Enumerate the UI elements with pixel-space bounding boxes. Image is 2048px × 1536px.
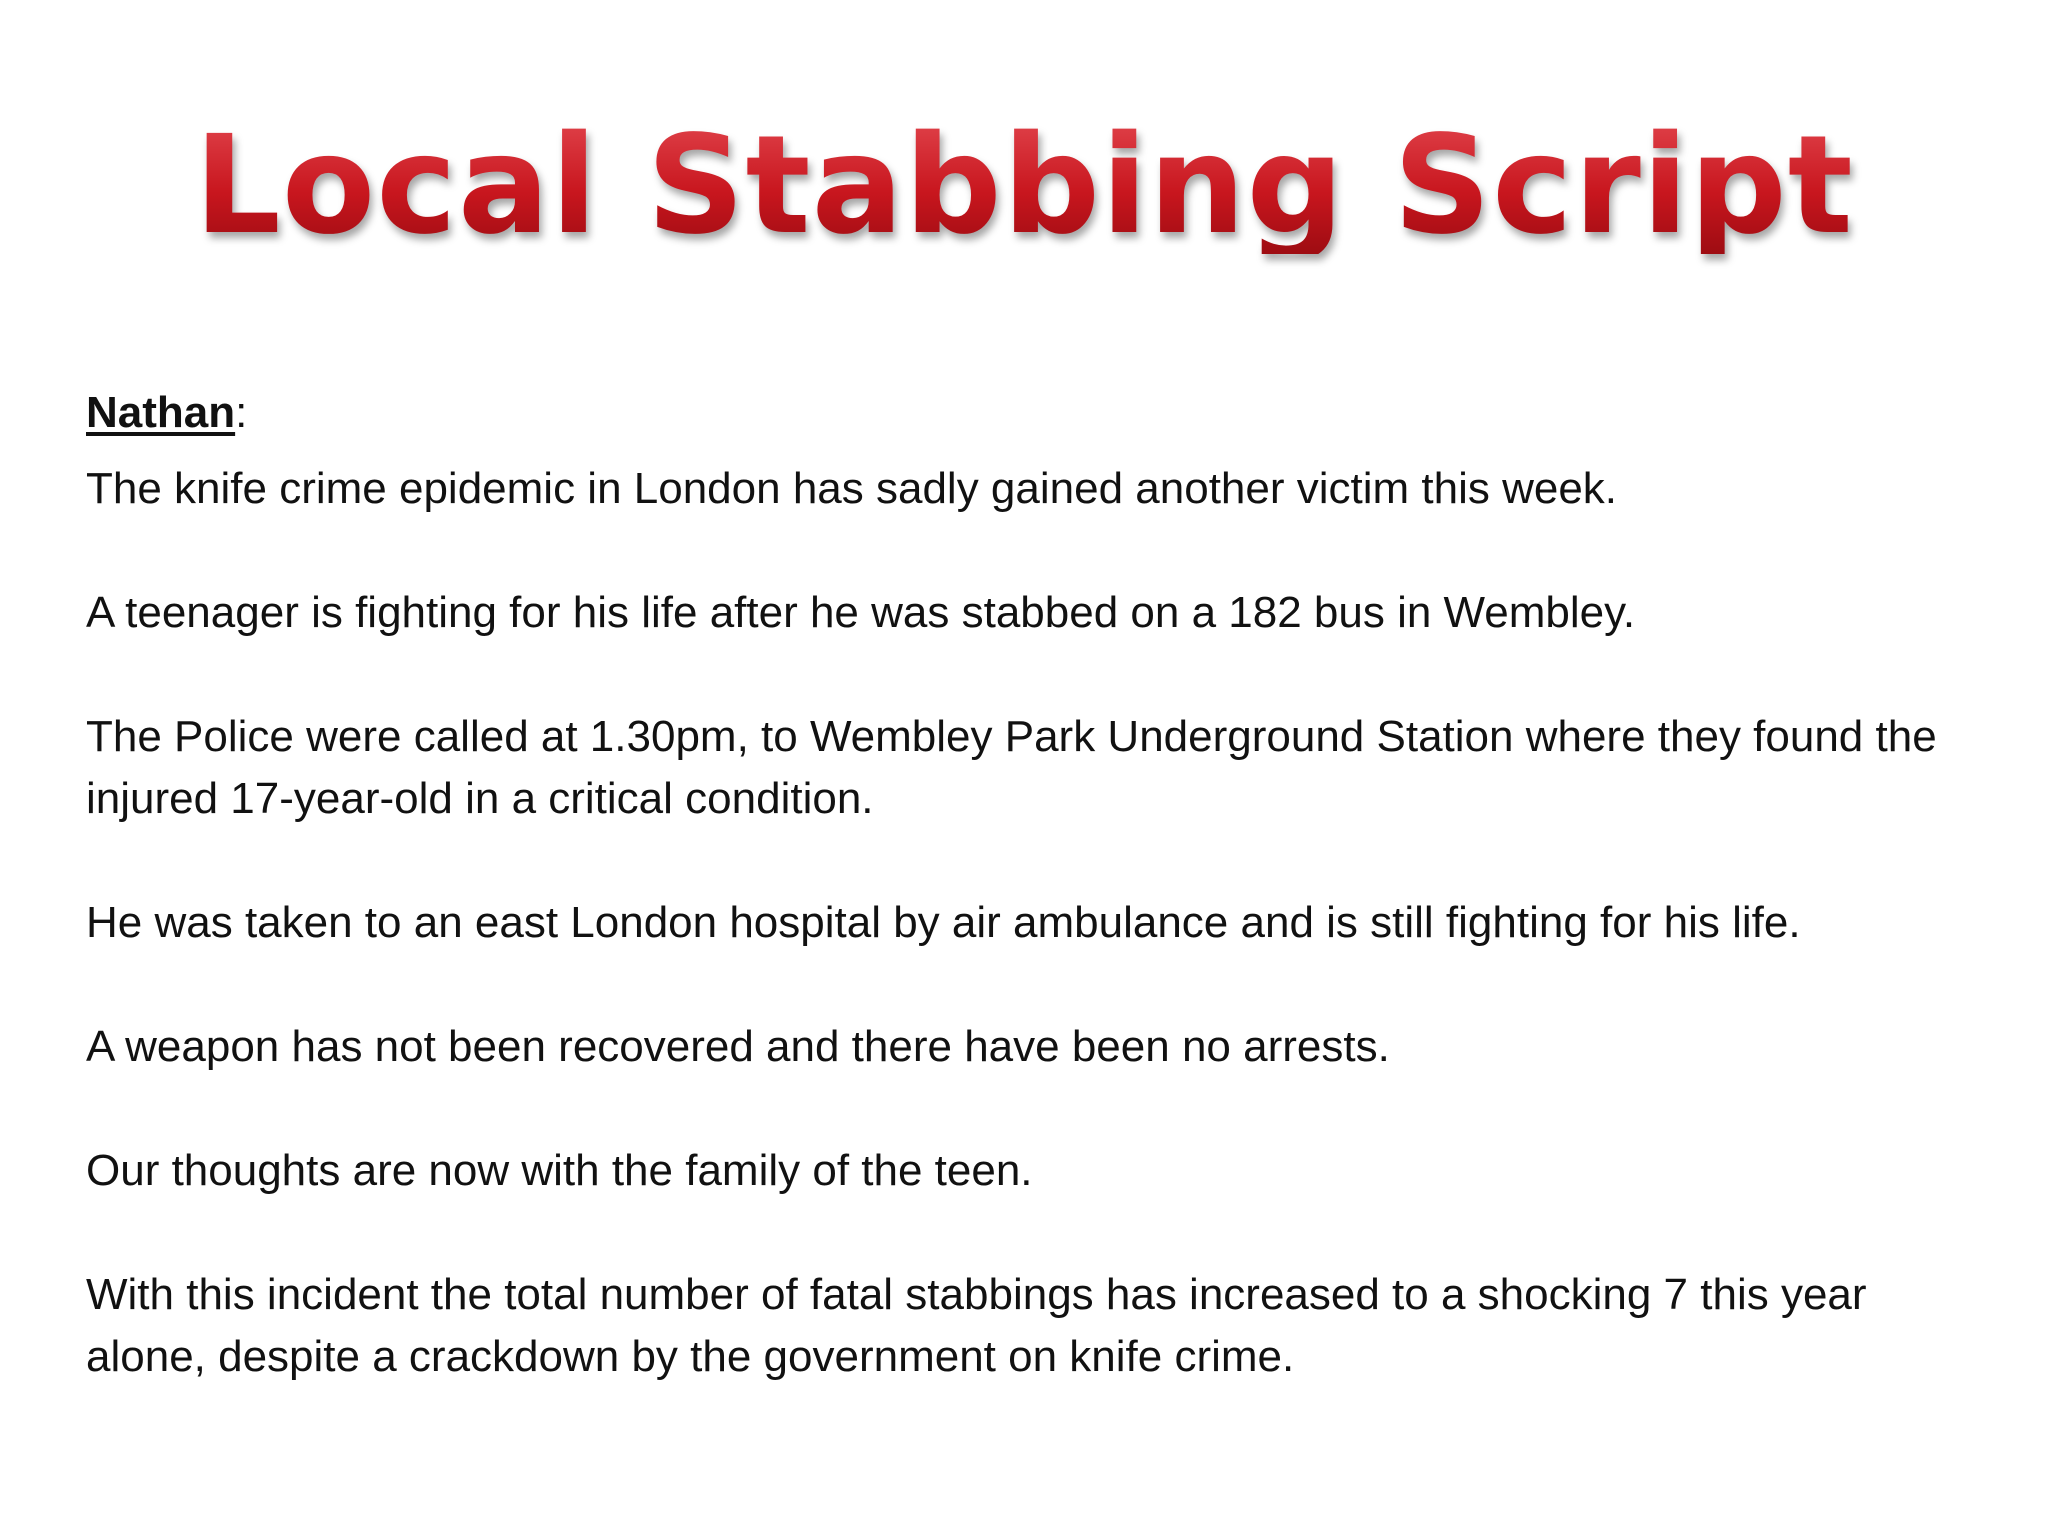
script-paragraph-5: A weapon has not been recovered and there have been no arrests. <box>86 1022 1390 1071</box>
script-paragraph-1: The knife crime epidemic in London has sadly gained another victim this week. <box>86 464 1618 513</box>
script-paragraph-6: Our thoughts are now with the family of the teen. <box>86 1146 1033 1195</box>
script-paragraph-3: The Police were called at 1.30pm, to Wembley Park Underground Station where they found the injured 17-year-old in a critical condition. <box>86 712 1937 823</box>
speaker-name: Nathan <box>86 388 236 437</box>
script-body <box>86 382 1986 1388</box>
script-paragraph-7: With this incident the total number of fatal stabbings has increased to a shocking 7 this year alone, despite a crackdown by the government on knife crime. <box>86 1270 1867 1381</box>
script-paragraph-4: He was taken to an east London hospital by air ambulance and is still fighting for his life. <box>86 898 1801 947</box>
speaker-colon: : <box>235 388 248 437</box>
script-paragraph-2: A teenager is fighting for his life after he was stabbed on a 182 bus in Wembley. <box>86 588 1636 637</box>
slide-title: Local Stabbing Script <box>0 118 2048 254</box>
speaker-line <box>86 382 1986 444</box>
